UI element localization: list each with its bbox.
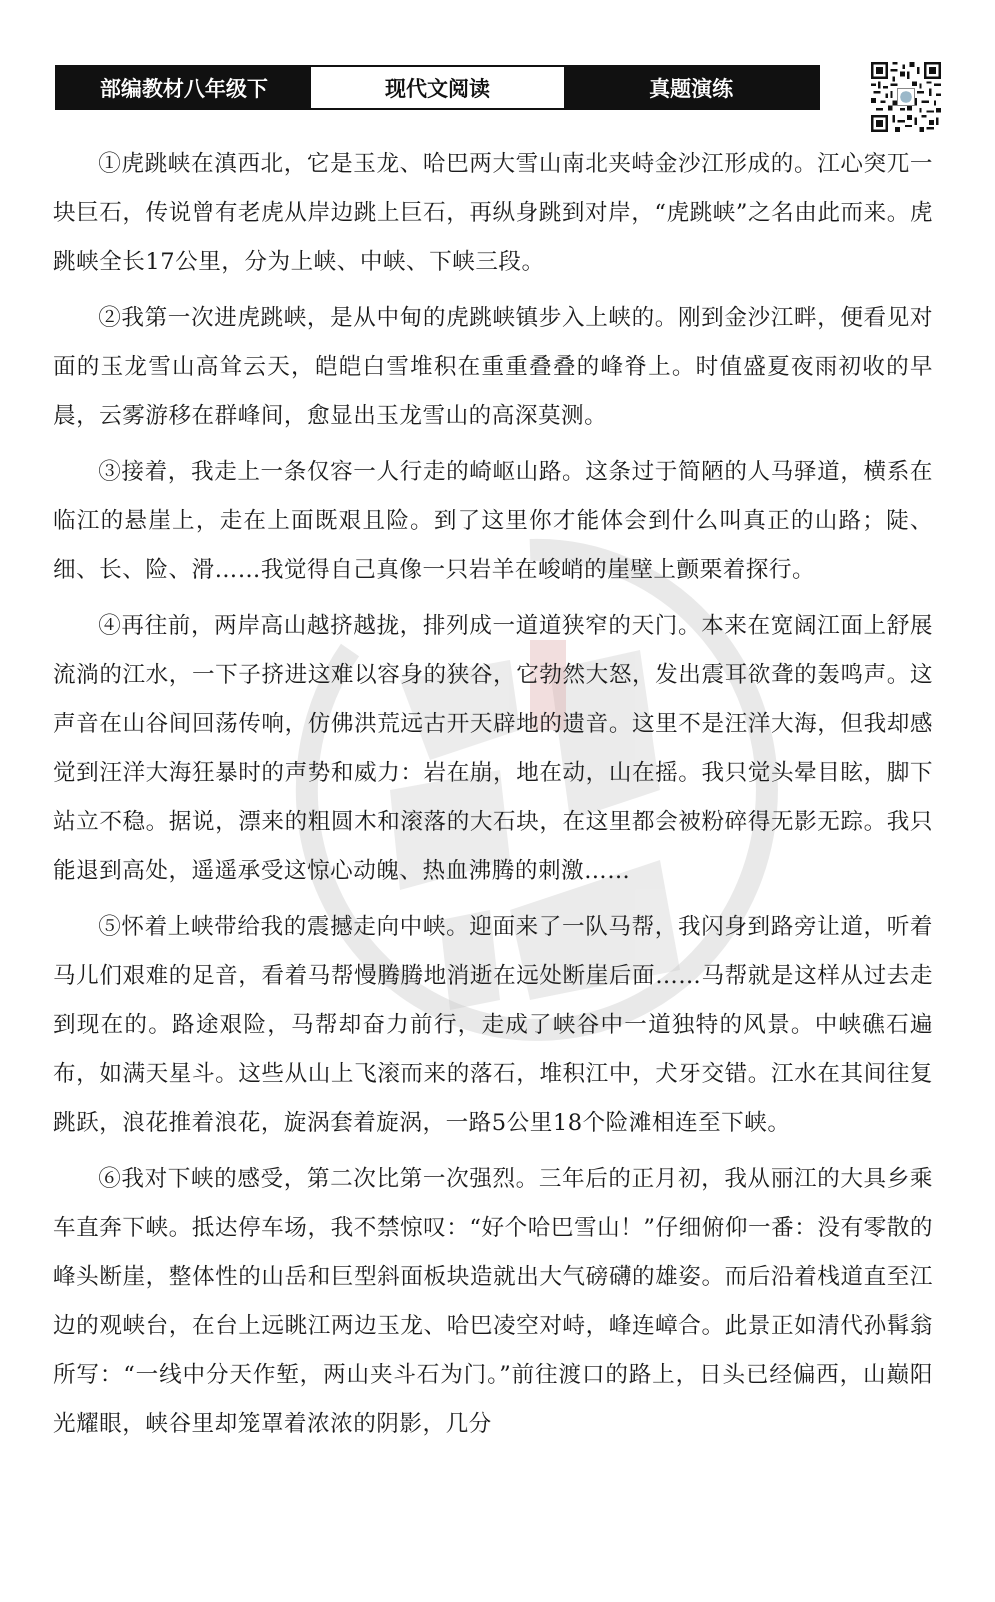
paragraph-2: ②我第一次进虎跳峡，是从中甸的虎跳峡镇步入上峡的。刚到金沙江畔，便看见对面的玉龙雪山高耸云天，皑皑白雪堆积在重重叠叠的峰脊上。时值盛夏夜雨初收的早晨，云雾游移在群峰间，愈显出玉龙雪山的高深莫测。 — [53, 305, 933, 429]
page-header-bar — [55, 65, 820, 110]
header-exercise-label: 真题演练 — [564, 67, 818, 108]
paragraph-5: ⑤怀着上峡带给我的震撼走向中峡。迎面来了一队马帮，我闪身到路旁让道，听着马儿们艰难的足音，看着马帮慢腾腾地消逝在远处断崖后面……马帮就是这样从过去走到现在的。路途艰险，马帮却奋力前行，走成了峡谷中一道独特的风景。中峡礁石遍布，如满天星斗。这些从山上飞滚而来的落石，堆积江中，犬牙交错。江水在其间往复跳跃，浪花推着浪花，旋涡套着旋涡，一路5公里18个险滩相连至下峡。 — [53, 914, 933, 1136]
paragraph-1: ①虎跳峡在滇西北，它是玉龙、哈巴两大雪山南北夹峙金沙江形成的。江心突兀一块巨石，传说曾有老虎从岸边跳上巨石，再纵身跳到对岸，“虎跳峡”之名由此而来。虎跳峡全长17公里，分为上峡、中峡、下峡三段。 — [53, 151, 933, 275]
header-section-label: 现代文阅读 — [311, 67, 565, 108]
header-textbook-label: 部编教材八年级下 — [57, 67, 311, 108]
paragraph-6: ⑥我对下峡的感受，第二次比第一次强烈。三年后的正月初，我从丽江的大具乡乘车直奔下峡。抵达停车场，我不禁惊叹：“好个哈巴雪山！”仔细俯仰一番：没有零散的峰头断崖，整体性的山岳和巨型斜面板块造就出大气磅礴的雄姿。而后沿着栈道直至江边的观峡台，在台上远眺江两边玉龙、哈巴凌空对峙，峰连嶂合。此景正如清代孙髯翁所写：“一线中分天作堑，两山夹斗石为门。”前往渡口的路上，日头已经偏西，山巅阳光耀眼，峡谷里却笼罩着浓浓的阴影，几分 — [53, 1166, 933, 1437]
paragraph-3: ③接着，我走上一条仅容一人行走的崎岖山路。这条过于简陋的人马驿道，横系在临江的悬崖上，走在上面既艰且险。到了这里你才能体会到什么叫真正的山路；陡、细、长、险、滑……我觉得自己真像一只岩羊在峻峭的崖壁上颤栗着探行。 — [53, 459, 933, 583]
qr-code-icon — [871, 62, 941, 132]
article-body — [53, 140, 933, 1456]
paragraph-4: ④再往前，两岸高山越挤越拢，排列成一道道狭窄的天门。本来在宽阔江面上舒展流淌的江水，一下子挤进这难以容身的狭谷，它勃然大怒，发出震耳欲聋的轰鸣声。这声音在山谷间回荡传响，仿佛洪荒远古开天辟地的遗音。这里不是汪洋大海，但我却感觉到汪洋大海狂暴时的声势和威力：岩在崩，地在动，山在摇。我只觉头晕目眩，脚下站立不稳。据说，漂来的粗圆木和滚落的大石块，在这里都会被粉碎得无影无踪。我只能退到高处，遥遥承受这惊心动魄、热血沸腾的刺激…… — [53, 613, 933, 884]
